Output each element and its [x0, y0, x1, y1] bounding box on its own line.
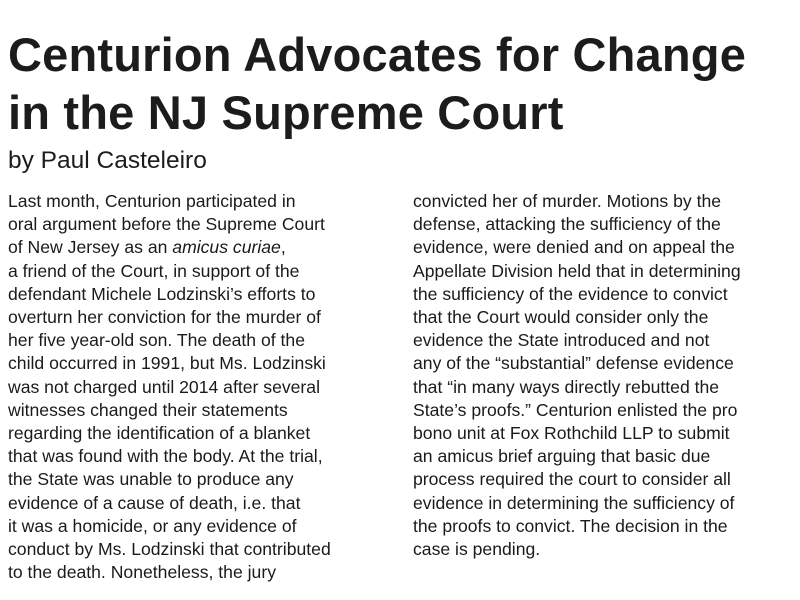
text-line: defense, attacking the sufficiency of the: [413, 214, 721, 235]
article-title-line-1: Centurion Advocates for Change: [8, 28, 747, 81]
text-line: conduct by Ms. Lodzinski that contributed: [8, 539, 331, 560]
text-segment: ,: [280, 237, 286, 258]
text-line: child occurred in 1991, but Ms. Lodzinski: [8, 353, 326, 374]
text-line: convicted her of murder. Motions by the: [413, 191, 722, 211]
text-line: to the death. Nonetheless, the jury: [8, 562, 276, 583]
text-line: the proofs to convict. The decision in the: [413, 515, 728, 536]
text-line: [8, 236, 400, 259]
amicus-curiae-term: amicus curiae: [172, 237, 281, 258]
text-line: overturn her conviction for the murder of: [8, 307, 321, 328]
text-line: process required the court to consider all: [413, 469, 731, 490]
text-line: an amicus brief arguing that basic due: [413, 446, 711, 467]
text-line: evidence, were denied and on appeal the: [413, 237, 735, 258]
text-line: oral argument before the Supreme Court: [8, 214, 325, 235]
text-line: any of the “substantial” defense evidence: [413, 353, 734, 374]
text-line: evidence of a cause of death, i.e. that: [8, 492, 301, 513]
text-line: that the Court would consider only the: [413, 307, 709, 328]
text-line: her five year-old son. The death of the: [8, 330, 305, 351]
text-line: State’s proofs.” Centurion enlisted the pro: [413, 399, 738, 420]
text-line: the sufficiency of the evidence to convict: [413, 283, 728, 304]
text-line: that “in many ways directly rebutted the: [413, 376, 720, 397]
text-segment: of New Jersey as an: [8, 237, 173, 258]
text-line: the State was unable to produce any: [8, 469, 294, 490]
article-byline: by Paul Casteleiro: [8, 147, 207, 174]
text-line: regarding the identification of a blanket: [8, 423, 311, 444]
text-line: Last month, Centurion participated in: [8, 191, 296, 211]
text-line: it was a homicide, or any evidence of: [8, 515, 297, 536]
text-line: bono unit at Fox Rothchild LLP to submit: [413, 423, 730, 444]
text-line: defendant Michele Lodzinski’s efforts to: [8, 283, 316, 304]
text-line: evidence in determining the sufficiency of: [413, 492, 735, 513]
article-title-line-2: in the NJ Supreme Court: [8, 86, 564, 139]
article-column-left: [8, 190, 400, 584]
article-title: [8, 26, 798, 142]
text-line: evidence the State introduced and not: [413, 330, 710, 351]
article-column-right: [413, 190, 798, 561]
text-line: Appellate Division held that in determining: [413, 260, 741, 281]
text-line: that was found with the body. At the trial,: [8, 446, 323, 467]
text-line: a friend of the Court, in support of the: [8, 260, 300, 281]
text-line: was not charged until 2014 after several: [8, 376, 320, 397]
text-line: witnesses changed their statements: [8, 399, 288, 420]
text-line: case is pending.: [413, 539, 541, 560]
